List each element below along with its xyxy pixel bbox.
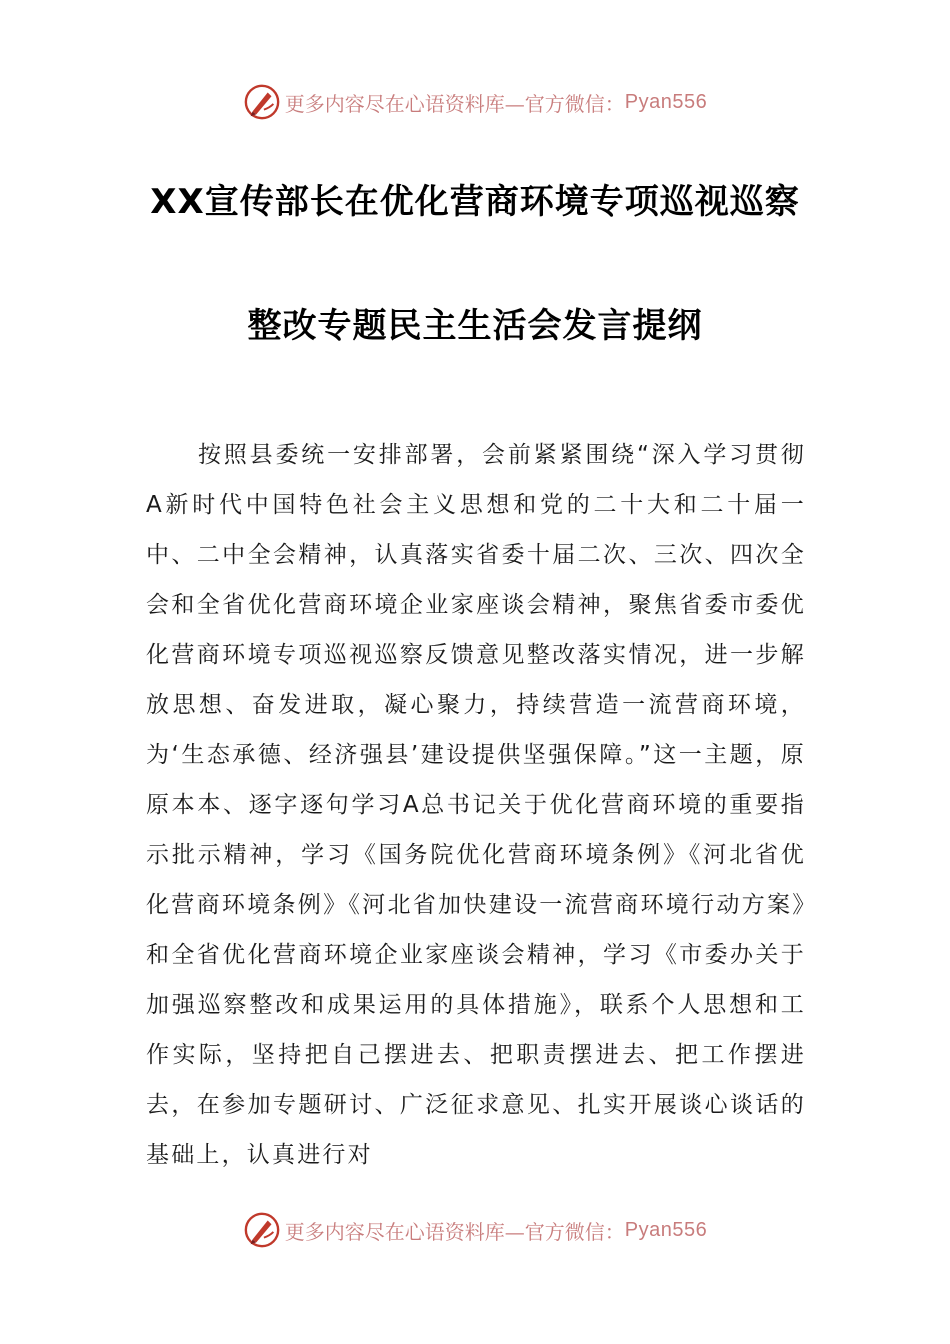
document-title-line-2: 整改专题民主生活会发言提纲	[247, 306, 703, 346]
pen-logo-icon	[243, 83, 281, 121]
watermark-text: 更多内容尽在心语资料库—官方微信：	[284, 91, 625, 116]
pen-logo-icon	[243, 1211, 281, 1249]
body-paragraph: 按照县委统一安排部署，会前紧紧围绕“深入学习贯彻A新时代中国特色社会主义思想和党的二十大和二十届一中、二中全会精神，认真落实省委十届二次、三次、四次全会和全省优化营商环境企业家座谈会精神，聚焦省委市委优化营商环境专项巡视巡察反馈意见整改落实情况，进一步解放思想、奋发进取，凝心聚力，持续营造一流营商环境，为‘生态承德、经济强县’建设提供坚强保障。”这一主题，原原本本、逐字逐句学习A总书记关于优化营商环境的重要指示批示精神，学习《国务院优化营商环境条例》《河北省优化营商环境条例》《河北省加快建设一流营商环境行动方案》和全省优化营商环境企业家座谈会精神，学习《市委办关于加强巡察整改和成果运用的具体措施》，联系个人思想和工作实际，坚持把自己摆进去、把职责摆进去、把工作摆进去，在参加专题研讨、广泛征求意见、扎实开展谈心谈话的基础上，认真进行对	[146, 442, 806, 1168]
header-watermark	[0, 80, 950, 124]
document-title-line-1: XX宣传部长在优化营商环境专项巡视巡察	[150, 182, 800, 222]
watermark-wechat-id: Pyan556	[624, 90, 708, 113]
footer-watermark	[0, 1208, 950, 1252]
watermark-text: 更多内容尽在心语资料库—官方微信：	[284, 1219, 625, 1244]
watermark-wechat-id: Pyan556	[624, 1218, 708, 1241]
